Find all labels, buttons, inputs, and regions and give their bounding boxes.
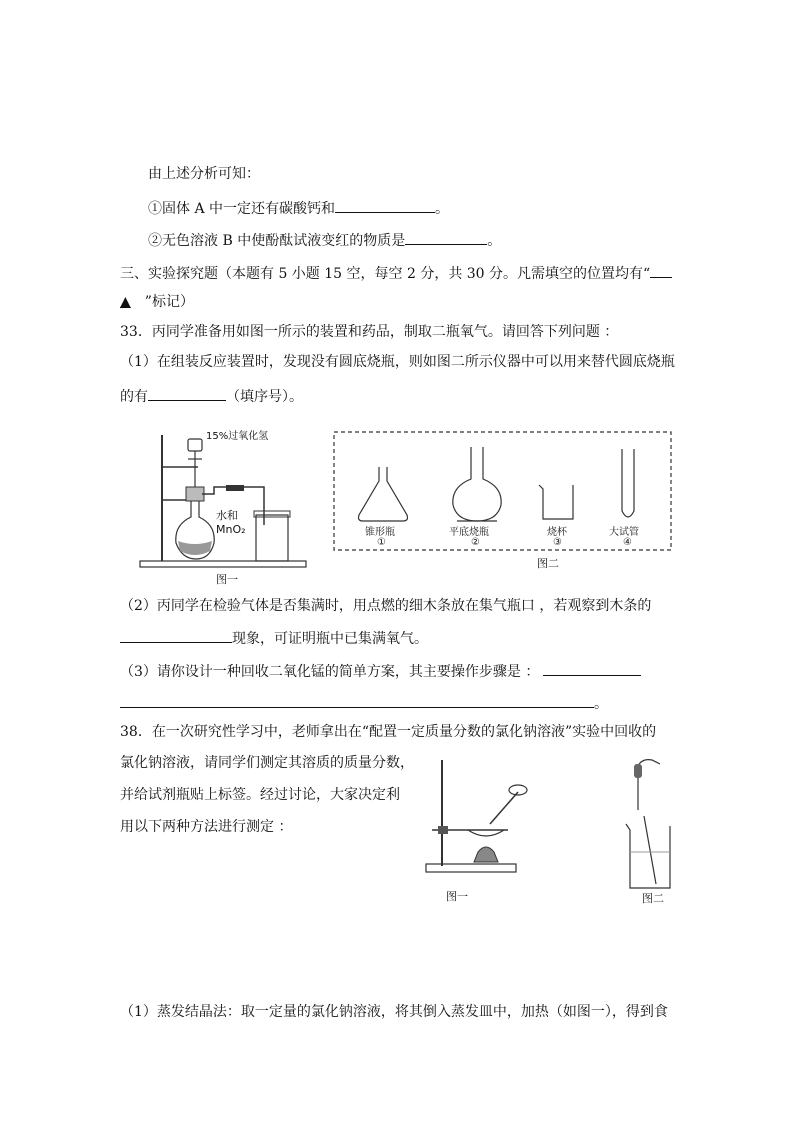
figure-instruments: [333, 431, 673, 571]
instrument-1-num: ①: [377, 537, 386, 548]
reagent-label: 15%过氧化氢: [206, 431, 269, 442]
figure-beaker-dropper: [608, 756, 698, 904]
answer-blank[interactable]: [120, 627, 232, 643]
figure-2-caption: 图二: [537, 557, 559, 570]
answer-blank[interactable]: [543, 660, 641, 676]
question-33-1-cont: [120, 385, 303, 407]
figure-1-caption: 图一: [216, 573, 238, 586]
section-3-heading-cont: [120, 292, 194, 312]
question-38-1: （1）蒸发结晶法：取一定量的氯化钠溶液，将其倒入蒸发皿中，加热（如图一），得到食: [120, 1004, 668, 1020]
q33-3-end: 。: [594, 696, 608, 712]
instrument-3-num: ③: [553, 537, 562, 548]
instrument-1-label: 锥形瓶: [365, 527, 395, 538]
q33-2-end: 现象，可证明瓶中已集满氧气。: [232, 631, 428, 647]
section-3-text-end: ”标记）: [144, 294, 194, 310]
item-2-text: ②无色溶液 B 中使酚酞试液变红的物质是: [148, 233, 406, 249]
q33-1-text: 的有: [120, 389, 148, 405]
answer-blank[interactable]: [120, 692, 594, 708]
item-2-end: 。: [487, 233, 502, 249]
answer-blank[interactable]: [148, 385, 226, 401]
section-3-text: 三、实验探究题（本题有 5 小题 15 空，每空 2 分，共 30 分。凡需填空的位置均有“: [120, 266, 651, 282]
figure-oxygen-apparatus: [136, 425, 316, 587]
instrument-3-label: 烧杯: [547, 527, 567, 538]
section-3-heading: [120, 262, 672, 284]
conclusion-intro: 由上述分析可知：: [148, 166, 260, 182]
question-38-line-4: 用以下两种方法进行测定 ：: [120, 819, 293, 835]
answer-blank[interactable]: [405, 229, 487, 245]
question-38: 38．在一次研究性学习中，老师拿出在“配置一定质量分数的氯化钠溶液”实验中回收的: [120, 724, 657, 740]
question-33-3: [120, 660, 641, 682]
conclusion-item-1: [148, 197, 449, 219]
mark-blank: [650, 262, 672, 278]
triangle-mark-icon: ▲: [120, 294, 131, 310]
question-33: 33．丙同学准备用如图一所示的装置和药品，制取二瓶氧气。请回答下列问题 ：: [120, 324, 619, 340]
question-33-2: （2）丙同学在检验气体是否集满时，用点燃的细木条放在集气瓶口 ，若观察到木条的: [120, 598, 652, 614]
question-33-1: （1）在组装反应装置时，发现没有圆底烧瓶，则如图二所示仪器中可以用来替代圆底烧瓶: [120, 354, 675, 370]
instrument-4-label: 大试管: [609, 527, 639, 538]
question-33-3-cont: [120, 692, 608, 714]
answer-blank[interactable]: [335, 197, 435, 213]
question-38-line-2: 氯化钠溶液，请同学们测定其溶质的质量分数，: [120, 755, 414, 771]
question-33-2-cont: [120, 627, 428, 649]
conclusion-item-2: [148, 229, 501, 251]
instrument-4-num: ④: [623, 537, 632, 548]
figure-evaporation: [418, 756, 538, 904]
water-label: 水和: [216, 509, 238, 522]
mno2-label: MnO₂: [216, 523, 246, 536]
q33-3-text: （3）请你设计一种回收二氧化锰的简单方案，其主要操作步骤是 ：: [120, 664, 540, 680]
figure-beaker-caption: 图二: [642, 892, 664, 905]
question-38-line-3: 并给试剂瓶贴上标签。经过讨论，大家决定利: [120, 787, 400, 803]
instrument-2-label: 平底烧瓶: [449, 527, 489, 538]
item-1-text: ①固体 A 中一定还有碳酸钙和: [148, 201, 336, 217]
figure-evap-caption: 图一: [446, 890, 468, 903]
q33-1-end: （填序号）。: [226, 389, 303, 405]
instrument-2-num: ②: [471, 537, 480, 548]
item-1-end: 。: [435, 201, 450, 217]
